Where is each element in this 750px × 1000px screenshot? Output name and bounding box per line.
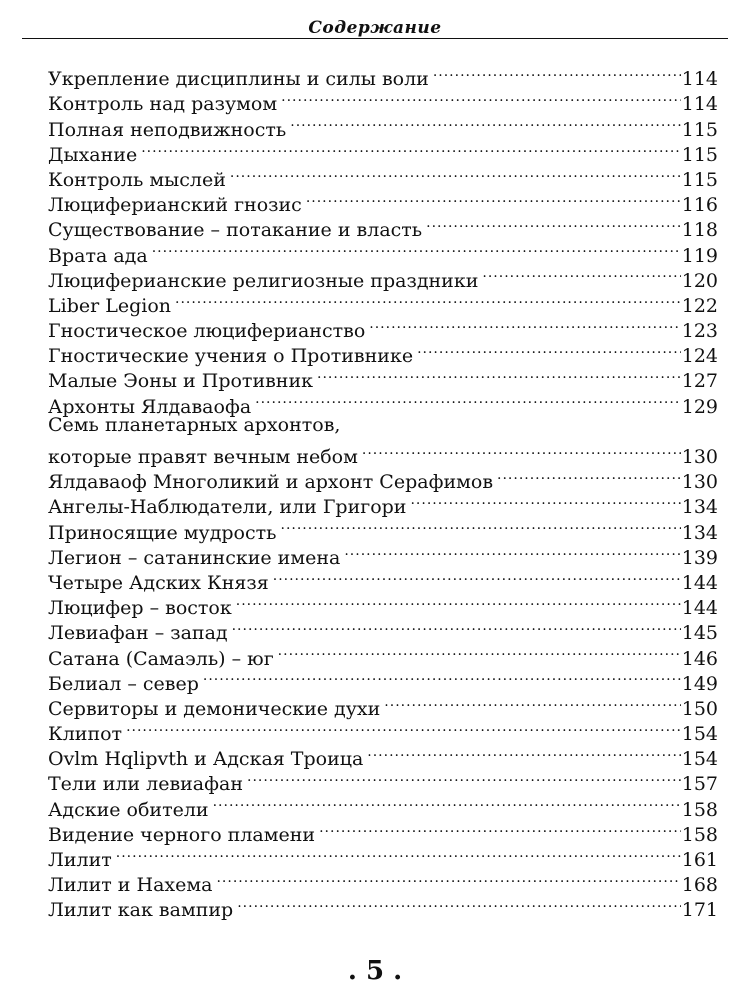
toc-leader-dots: [362, 438, 681, 463]
toc-entry-title: Liber Legion: [48, 294, 171, 317]
toc-entry-title: Укрепление дисциплины и силы воли: [48, 68, 429, 91]
toc-entry-title: Четыре Адских Князя: [48, 571, 269, 594]
toc-entry: [48, 740, 718, 771]
toc-leader-dots: [203, 665, 681, 690]
toc-leader-dots: [290, 110, 680, 135]
toc-entry-page: 154: [681, 723, 718, 746]
toc-leader-dots: [255, 387, 681, 412]
toc-entry-title: Ялдаваоф Многоликий и архонт Серафимов: [48, 471, 494, 494]
toc-leader-dots: [281, 513, 681, 538]
toc-entry: [48, 136, 718, 166]
toc-entry-title: Малые Эоны и Противник: [48, 370, 314, 393]
toc-entry-title: Гностическое люциферианство: [48, 320, 366, 343]
toc-leader-dots: [232, 614, 681, 639]
toc-entry-page: 127: [681, 370, 718, 393]
toc-entry-page: 116: [681, 194, 718, 217]
toc-entry-page: 118: [681, 219, 718, 242]
toc-entry-page: 145: [681, 622, 718, 645]
toc-leader-dots: [369, 312, 680, 337]
toc-entry-title: Лилит и Нахема: [48, 874, 213, 897]
toc-entry: [48, 438, 718, 468]
toc-entry-page: 149: [681, 672, 718, 695]
toc-entry-title: Архонты Ялдаваофа: [48, 395, 252, 418]
toc-entry-page: 119: [681, 244, 718, 267]
toc-leader-dots: [426, 211, 681, 236]
toc-entry-page: 134: [681, 496, 718, 519]
toc-entry-page: 130: [681, 446, 718, 468]
toc-entry-title: Люциферианские религиозные праздники: [48, 269, 479, 292]
toc-leader-dots: [319, 816, 681, 841]
toc-entry-page: 129: [681, 395, 718, 418]
toc-leader-dots: [247, 765, 681, 790]
toc-entry: [48, 715, 718, 746]
toc-entry-title: Контроль над разумом: [48, 93, 278, 116]
toc-entry-page: 171: [681, 899, 718, 922]
toc-entry-title: которые правят вечным небом: [48, 446, 358, 468]
toc-entry-page: 146: [681, 647, 718, 670]
toc-entry-page: 123: [681, 320, 718, 343]
toc-entry-page: 115: [681, 168, 718, 191]
toc-entry-title: Контроль мыслей: [48, 168, 226, 191]
header-title: Содержание: [308, 18, 442, 38]
toc-entry: [48, 841, 718, 871]
toc-leader-dots: [281, 85, 681, 110]
toc-entry-title: Лилит: [48, 849, 112, 871]
toc-leader-dots: [384, 690, 680, 715]
toc-leader-dots: [482, 262, 680, 287]
toc-leader-dots: [230, 161, 681, 186]
toc-entry: [48, 866, 718, 897]
toc-entry-title: Сервиторы и демонические духи: [48, 697, 381, 720]
toc-entry-page: 115: [681, 143, 718, 166]
toc-entry-title: Существование – потакание и власть: [48, 219, 423, 242]
toc-leader-dots: [317, 362, 681, 387]
toc-entry-title: Адские обители: [48, 798, 209, 821]
toc-entry-page: 158: [681, 798, 718, 821]
toc-entry-title: Приносящие мудрость: [48, 521, 277, 544]
toc-leader-dots: [175, 287, 681, 312]
toc-entry-page: 158: [681, 823, 718, 846]
toc-entry: [48, 60, 718, 91]
toc-leader-dots: [367, 740, 680, 765]
toc-leader-dots: [306, 186, 681, 211]
page-header: [0, 16, 750, 44]
toc-entry-page: 154: [681, 748, 718, 771]
toc-leader-dots: [278, 639, 681, 664]
toc-leader-dots: [433, 60, 681, 85]
toc-entry-page: 150: [681, 697, 718, 720]
toc-entry-page: 114: [681, 93, 718, 116]
toc-entry-title: Ангелы-Наблюдатели, или Григори: [48, 496, 407, 519]
toc-entry-page: 124: [681, 345, 718, 368]
toc-leader-dots: [344, 539, 680, 564]
toc-entry-page: 144: [681, 597, 718, 620]
toc-leader-dots: [417, 337, 681, 362]
toc-entry-page: 134: [681, 521, 718, 544]
toc-leader-dots: [236, 589, 681, 614]
toc-entry-page: 144: [681, 571, 718, 594]
toc-leader-dots: [213, 790, 681, 815]
page-number: . 5 .: [347, 956, 403, 986]
toc-entry-title: Люцифер – восток: [48, 597, 232, 620]
toc-entry: [48, 161, 718, 191]
toc-leader-dots: [116, 841, 681, 866]
toc-entry-title: Полная неподвижность: [48, 118, 287, 141]
toc-entry-title: Тели или левиафан: [48, 773, 243, 796]
toc-entry-title: Клипот: [48, 723, 123, 746]
toc-leader-dots: [141, 136, 681, 161]
toc-entry-title: Люциферианский гнозис: [48, 194, 302, 217]
header-rule: [22, 38, 728, 39]
toc-leader-dots: [237, 891, 681, 916]
toc-entry-title: Сатана (Самаэль) – юг: [48, 647, 274, 670]
toc-entry-title: Видение черного пламени: [48, 823, 316, 846]
toc-entry-page: 168: [681, 874, 718, 897]
toc-leader-dots: [152, 236, 681, 261]
toc-entry-page: 114: [681, 68, 718, 91]
toc-entry-page: 115: [681, 118, 718, 141]
toc-entry-page: 161: [681, 849, 718, 871]
toc-entry-title: Ovlm Hqlipvth и Адская Троица: [48, 748, 364, 771]
toc-entry-page: 120: [681, 269, 718, 292]
toc-leader-dots: [126, 715, 681, 740]
toc-entry-title: Гностические учения о Противнике: [48, 345, 414, 368]
toc-entry-page: 157: [681, 773, 718, 796]
table-of-contents: [48, 60, 718, 922]
toc-entry-page: 130: [681, 471, 718, 494]
toc-entry-first-line: Семь планетарных архонтов,: [48, 413, 341, 436]
toc-entry-title: Белиал – север: [48, 672, 199, 695]
toc-leader-dots: [216, 866, 680, 891]
toc-entry-page: 122: [681, 294, 718, 317]
toc-entry-title: Врата ада: [48, 244, 148, 267]
toc-entry-title: Левиафан – запад: [48, 622, 228, 645]
toc-entry-page: 139: [681, 546, 718, 569]
toc-entry-title: Лилит как вампир: [48, 899, 234, 922]
toc-entry-title: Дыхание: [48, 143, 138, 166]
toc-leader-dots: [497, 463, 681, 488]
toc-leader-dots: [410, 488, 680, 513]
toc-entry-title: Легион – сатанинские имена: [48, 546, 341, 569]
toc-leader-dots: [273, 564, 681, 589]
